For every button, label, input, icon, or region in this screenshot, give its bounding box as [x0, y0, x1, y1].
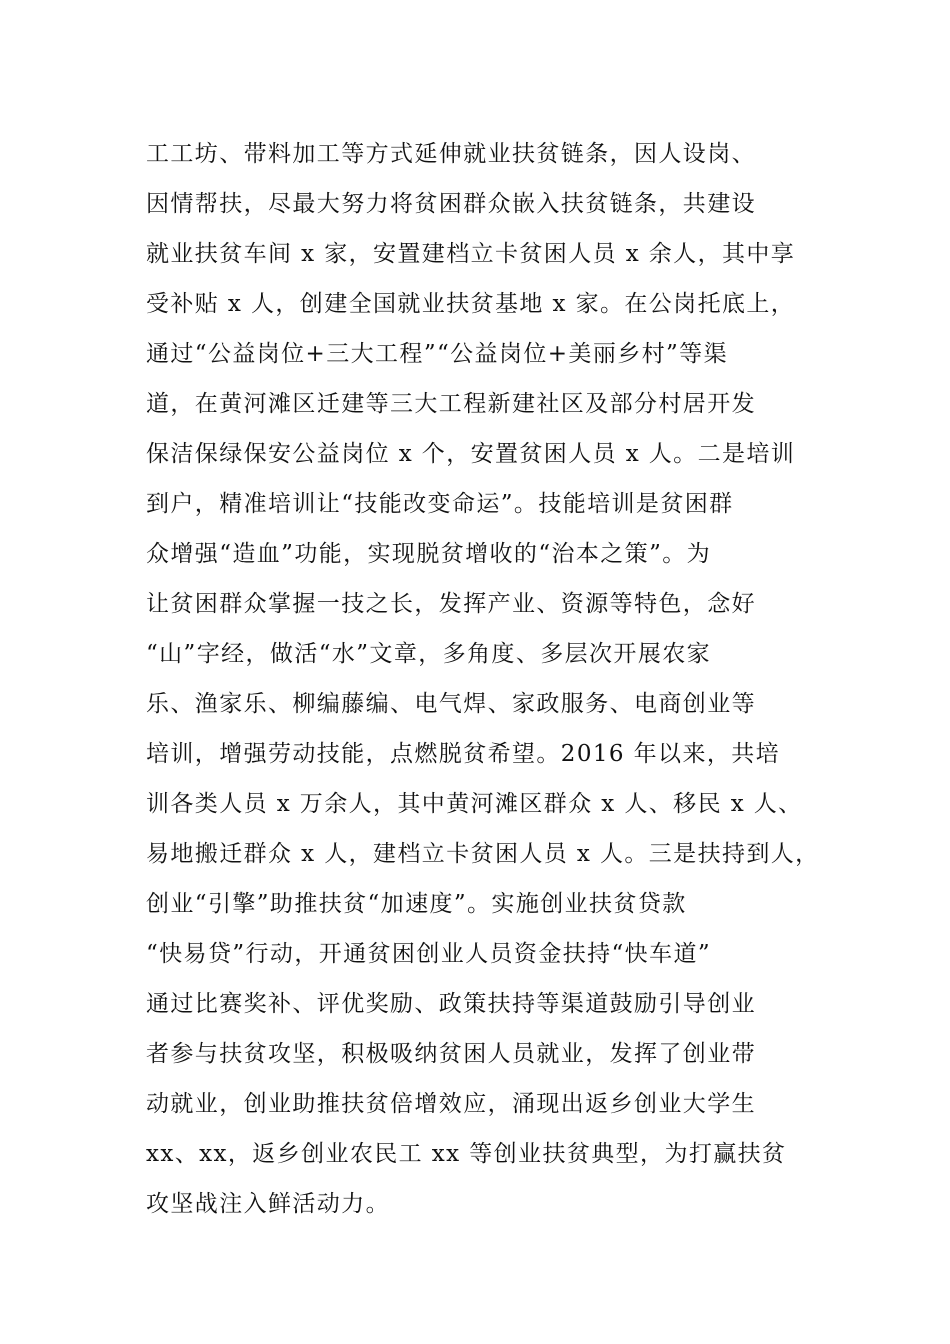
text-line: “山”字经，做活“水”文章，多角度、多层次开展农家 [146, 641, 712, 667]
text-line: 到户，精准培训让“技能改变命运”。技能培训是贫困群 [146, 491, 734, 517]
text-line: 受补贴 x 人，创建全国就业扶贫基地 x 家。在公岗托底上， [146, 291, 796, 317]
text-line: 创业“引擎”助推扶贫“加速度”。实施创业扶贫贷款 [146, 891, 687, 917]
text-line: 训各类人员 x 万余人，其中黄河滩区群众 x 人、移民 x 人、 [146, 791, 803, 817]
text-line: 培训，增强劳动技能，点燃脱贫希望。2016 年以来，共培 [146, 741, 781, 767]
text-line: 让贫困群众掌握一技之长，发挥产业、资源等特色，念好 [146, 591, 756, 617]
text-line: xx、xx，返乡创业农民工 xx 等创业扶贫典型，为打赢扶贫 [146, 1141, 787, 1167]
text-line: 通过比赛奖补、评优奖励、政策扶持等渠道鼓励引导创业 [146, 991, 756, 1017]
text-line: 易地搬迁群众 x 人，建档立卡贫困人员 x 人。三是扶持到人， [146, 841, 820, 867]
text-line: 道，在黄河滩区迁建等三大工程新建社区及部分村居开发 [146, 391, 756, 417]
text-line: 就业扶贫车间 x 家，安置建档立卡贫困人员 x 余人，其中享 [146, 241, 796, 267]
text-line: 者参与扶贫攻坚，积极吸纳贫困人员就业，发挥了创业带 [146, 1041, 756, 1067]
text-line: 工工坊、带料加工等方式延伸就业扶贫链条，因人设岗、 [146, 141, 756, 167]
text-line: “快易贷”行动，开通贫困创业人员资金扶持“快车道” [146, 941, 712, 967]
text-line: 攻坚战注入鲜活动力。 [146, 1191, 390, 1217]
body-paragraph [146, 129, 846, 1229]
text-line: 众增强“造血”功能，实现脱贫增收的“治本之策”。为 [146, 541, 712, 567]
text-line: 因情帮扶，尽最大努力将贫困群众嵌入扶贫链条，共建设 [146, 191, 756, 217]
text-line: 通过“公益岗位+三大工程”“公益岗位+美丽乡村”等渠 [146, 341, 728, 367]
text-line: 保洁保绿保安公益岗位 x 个，安置贫困人员 x 人。二是培训 [146, 441, 796, 467]
text-line: 动就业，创业助推扶贫倍增效应，涌现出返乡创业大学生 [146, 1091, 756, 1117]
text-line: 乐、渔家乐、柳编藤编、电气焊、家政服务、电商创业等 [146, 691, 756, 717]
